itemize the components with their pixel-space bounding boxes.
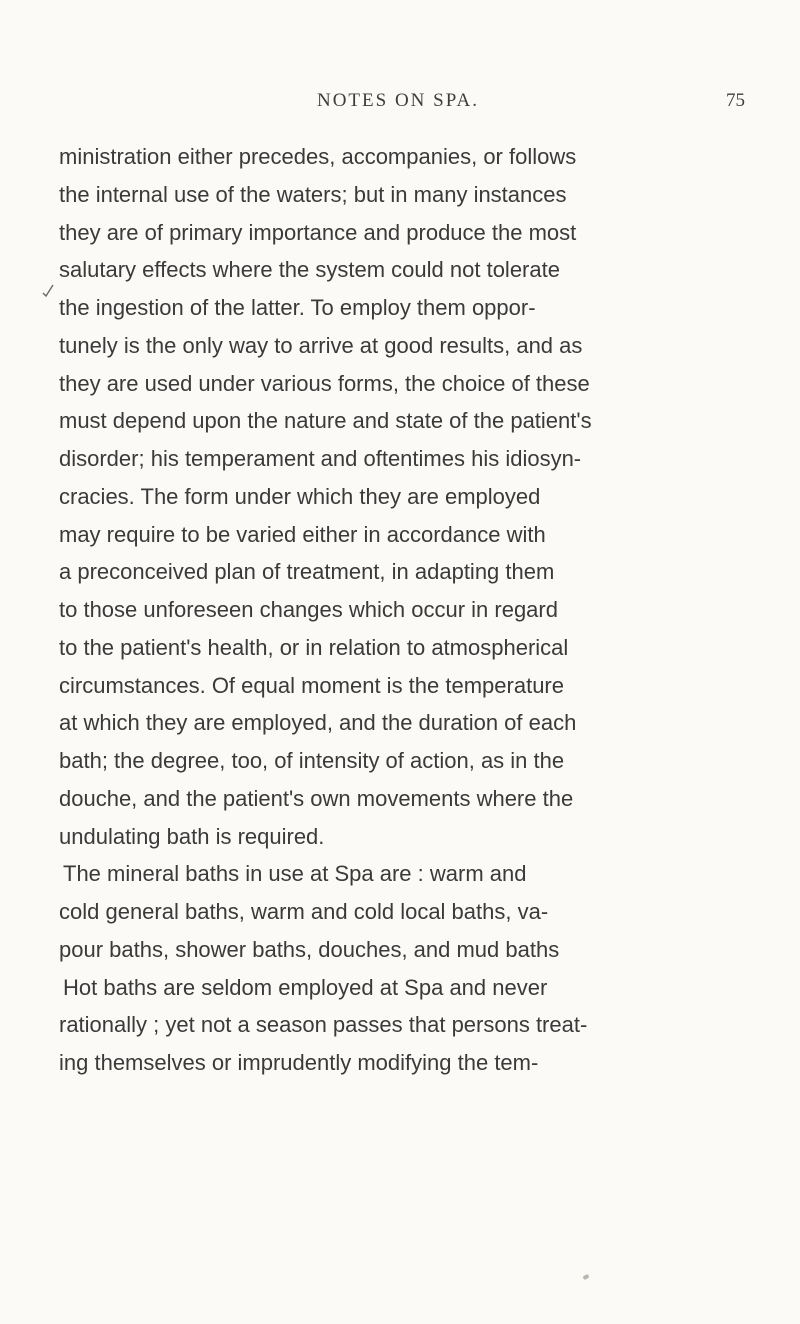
paragraph-start-line: The mineral baths in use at Spa are : warm and xyxy=(63,861,527,887)
text-line: pour baths, shower baths, douches, and mud baths xyxy=(59,936,560,962)
text-line: ministration either precedes, accompanies, or follows xyxy=(59,144,577,169)
text-line: the ingestion of the latter. To employ them oppor- xyxy=(59,295,536,320)
text-line: at which they are employed, and the duration of each xyxy=(59,710,577,736)
paper-speck xyxy=(582,1274,589,1280)
text-line: rationally ; yet not a season passes that persons treat- xyxy=(59,1012,588,1038)
pencil-tick-mark-icon xyxy=(42,283,54,297)
text-line: to the patient's health, or in relation to atmospherical xyxy=(59,634,569,660)
text-line: disorder; his temperament and oftentimes his idiosyn- xyxy=(59,446,582,471)
running-head xyxy=(0,90,800,120)
text-line: bath; the degree, too, of intensity of action, as in the xyxy=(59,748,565,773)
body-text xyxy=(59,138,729,1082)
text-line: to those unforeseen changes which occur in regard xyxy=(59,597,558,622)
text-line: the internal use of the waters; but in many instances xyxy=(59,181,567,207)
text-line: circumstances. Of equal moment is the temperature xyxy=(59,672,564,698)
text-line: salutary effects where the system could not tolerate xyxy=(59,257,560,283)
text-line: tunely is the only way to arrive at good results, and as xyxy=(59,332,583,358)
page-number: 75 xyxy=(726,90,745,111)
text-line: they are used under various forms, the choice of these xyxy=(59,370,590,396)
text-line: cracies. The form under which they are employed xyxy=(59,483,541,509)
text-line: ing themselves or imprudently modifying the tem- xyxy=(59,1050,539,1075)
paragraph-start-line: Hot baths are seldom employed at Spa and never xyxy=(63,974,548,1000)
text-line: they are of primary importance and produce the most xyxy=(59,219,577,245)
running-title: NOTES ON SPA. xyxy=(316,90,480,111)
text-line: cold general baths, warm and cold local baths, va- xyxy=(59,899,549,924)
text-line: undulating bath is required. xyxy=(59,823,325,849)
text-line: a preconceived plan of treatment, in adapting them xyxy=(59,559,555,585)
text-line: may require to be varied either in accordance with xyxy=(59,521,546,547)
text-line: douche, and the patient's own movements where the xyxy=(59,785,574,811)
text-line: must depend upon the nature and state of the patient's xyxy=(59,408,592,434)
